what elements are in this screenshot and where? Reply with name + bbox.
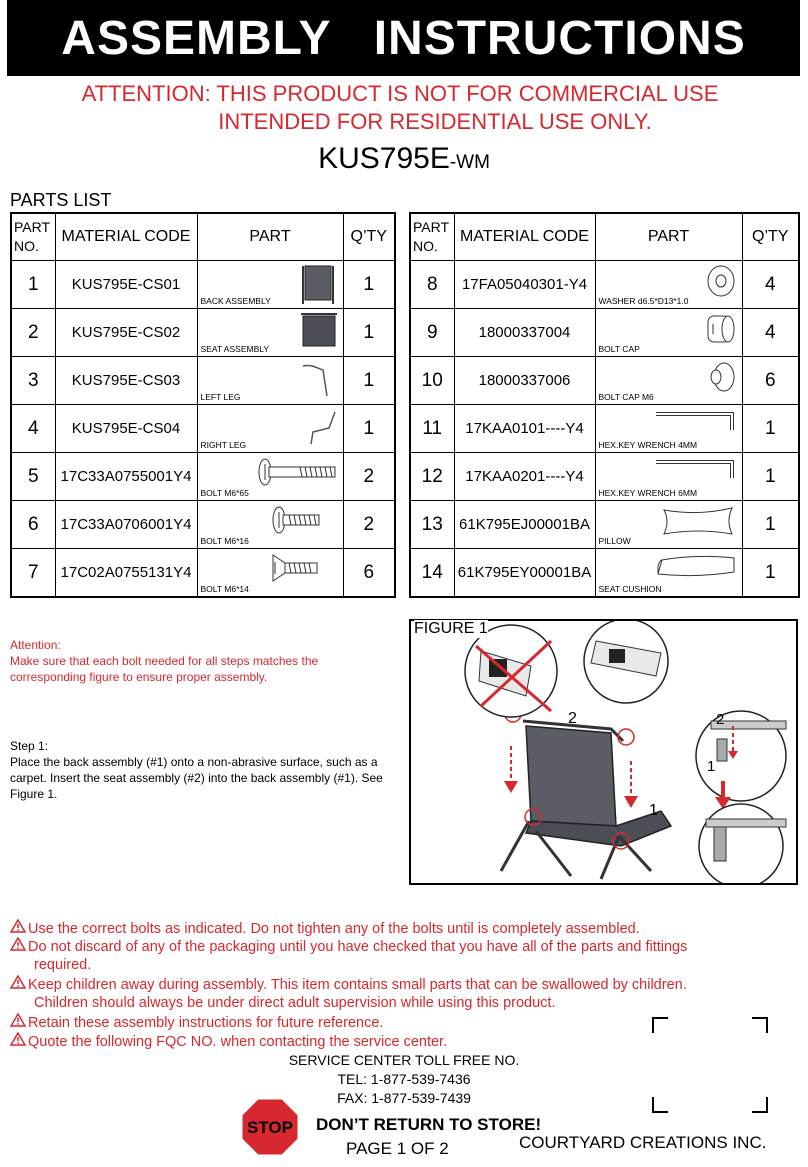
material-code: KUS795E-CS02 xyxy=(55,309,197,357)
part-number: 8 xyxy=(410,261,454,309)
fqc-box-corner xyxy=(652,1017,668,1033)
table-row xyxy=(11,309,395,357)
table-row xyxy=(11,357,395,405)
warning-text-continued: required. xyxy=(34,957,92,973)
col-qty: Q’TY xyxy=(742,213,799,261)
callout-1: 1 xyxy=(649,802,658,819)
part-quantity: 1 xyxy=(742,549,799,598)
warning-text: Retain these assembly instructions for future reference. xyxy=(28,1015,384,1031)
service-center-info xyxy=(0,1051,808,1108)
part-number: 9 xyxy=(410,309,454,357)
part-quantity: 1 xyxy=(343,405,395,453)
part-cell xyxy=(595,405,742,453)
part-name: HEX.KEY WRENCH 4MM xyxy=(598,440,698,450)
material-code: 18000337006 xyxy=(454,357,595,405)
dont-return-notice: DON’T RETURN TO STORE! xyxy=(316,1115,542,1134)
warning-triangle-icon xyxy=(10,919,28,938)
part-number: 11 xyxy=(410,405,454,453)
part-name: RIGHT LEG xyxy=(200,440,247,450)
part-cell xyxy=(197,453,343,501)
warning-item xyxy=(10,1032,447,1051)
attention-title: Attention: xyxy=(10,638,61,652)
col-part: PART xyxy=(197,213,343,261)
step1-instructions xyxy=(10,738,410,802)
step1-text: Place the back assembly (#1) onto a non-abrasive surface, such as a carpet. Insert the seat assembly (#2) into the back assembly (#1). See Figure 1. xyxy=(10,755,383,801)
figure-1-illustration xyxy=(411,621,798,885)
residential-warning-line2: INTENDED FOR RESIDENTIAL USE ONLY. xyxy=(218,109,652,134)
table-row xyxy=(11,453,395,501)
part-quantity: 1 xyxy=(742,501,799,549)
table-header-row xyxy=(410,213,799,261)
part-name: PILLOW xyxy=(598,536,631,546)
part-number: 4 xyxy=(11,405,55,453)
material-code: 17C02A0755131Y4 xyxy=(55,549,197,598)
part-cell xyxy=(595,357,742,405)
part-number: 1 xyxy=(11,261,55,309)
part-name: BOLT CAP M6 xyxy=(598,392,654,402)
table-row xyxy=(11,405,395,453)
warning-text: Keep children away during assembly. This item contains small parts that can be swallowed by children. xyxy=(28,977,687,993)
material-code: 18000337004 xyxy=(454,309,595,357)
table-row xyxy=(410,453,799,501)
model-suffix: -WM xyxy=(449,152,490,173)
warning-triangle-icon xyxy=(10,937,28,956)
warning-triangle-icon xyxy=(10,1032,28,1051)
table-row xyxy=(410,261,799,309)
fqc-box-corner xyxy=(752,1017,768,1033)
part-quantity: 6 xyxy=(742,357,799,405)
warning-triangle-icon xyxy=(10,975,28,994)
part-number: 3 xyxy=(11,357,55,405)
part-quantity: 4 xyxy=(742,309,799,357)
col-qty: Q’TY xyxy=(343,213,395,261)
col-part-no: PART NO. xyxy=(11,213,55,261)
part-quantity: 6 xyxy=(343,549,395,598)
part-quantity: 1 xyxy=(343,357,395,405)
part-quantity: 4 xyxy=(742,261,799,309)
residential-warning-line1: ATTENTION: THIS PRODUCT IS NOT FOR COMMERCIAL USE xyxy=(81,81,719,106)
part-quantity: 1 xyxy=(343,261,395,309)
part-name: BOLT M6*14 xyxy=(200,584,249,594)
attention-note xyxy=(10,637,390,685)
table-row xyxy=(11,261,395,309)
part-name: HEX.KEY WRENCH 6MM xyxy=(598,488,698,498)
table-row xyxy=(410,549,799,598)
material-code: 17FA05040301-Y4 xyxy=(454,261,595,309)
part-quantity: 1 xyxy=(343,309,395,357)
parts-table-left xyxy=(10,212,396,598)
col-part-no: PART NO. xyxy=(410,213,454,261)
part-quantity: 2 xyxy=(343,501,395,549)
material-code: 17C33A0755001Y4 xyxy=(55,453,197,501)
part-cell xyxy=(595,453,742,501)
part-name: BACK ASSEMBLY xyxy=(200,296,271,306)
warning-text: Use the correct bolts as indicated. Do not tighten any of the bolts until is completely assembled. xyxy=(28,921,640,937)
part-cell xyxy=(595,309,742,357)
service-tel: TEL: 1-877-539-7436 xyxy=(337,1071,471,1087)
stop-text: STOP xyxy=(247,1118,293,1137)
part-cell xyxy=(595,501,742,549)
part-number: 13 xyxy=(410,501,454,549)
table-row xyxy=(410,357,799,405)
material-code: KUS795E-CS03 xyxy=(55,357,197,405)
table-header-row xyxy=(11,213,395,261)
material-code: 17KAA0201----Y4 xyxy=(454,453,595,501)
page-title: ASSEMBLY INSTRUCTIONS xyxy=(61,11,746,65)
warning-text-continued: Children should always be under direct adult supervision while using this product. xyxy=(34,995,556,1011)
part-name: LEFT LEG xyxy=(200,392,241,402)
part-quantity: 1 xyxy=(742,405,799,453)
part-number: 7 xyxy=(11,549,55,598)
model-code: KUS795E xyxy=(318,142,450,175)
table-row xyxy=(410,309,799,357)
attention-text: Make sure that each bolt needed for all steps matches the corresponding figure to ensure proper assembly. xyxy=(10,654,319,684)
service-center-title: SERVICE CENTER TOLL FREE NO. xyxy=(288,1052,520,1068)
part-cell xyxy=(197,357,343,405)
figure-1 xyxy=(409,619,798,885)
col-material-code: MATERIAL CODE xyxy=(454,213,595,261)
part-name: BOLT CAP xyxy=(598,344,640,354)
figure-1-label: FIGURE 1 xyxy=(414,620,488,637)
material-code: 17KAA0101----Y4 xyxy=(454,405,595,453)
part-name: SEAT ASSEMBLY xyxy=(200,344,270,354)
col-material-code: MATERIAL CODE xyxy=(55,213,197,261)
table-row xyxy=(11,501,395,549)
part-quantity: 1 xyxy=(742,453,799,501)
part-number: 12 xyxy=(410,453,454,501)
model-number xyxy=(0,142,808,176)
part-number: 2 xyxy=(11,309,55,357)
part-quantity: 2 xyxy=(343,453,395,501)
part-number: 10 xyxy=(410,357,454,405)
part-name: BOLT M6*16 xyxy=(200,536,249,546)
service-fax: FAX: 1-877-539-7439 xyxy=(337,1090,471,1106)
warning-text: Quote the following FQC NO. when contacting the service center. xyxy=(28,1034,448,1050)
part-name: SEAT CUSHION xyxy=(598,584,662,594)
part-name: WASHER d6.5*D13*1.0 xyxy=(598,296,689,306)
material-code: 61K795EJ00001BA xyxy=(454,501,595,549)
part-number: 5 xyxy=(11,453,55,501)
company-name: COURTYARD CREATIONS INC. xyxy=(519,1133,767,1152)
warning-item xyxy=(10,919,640,938)
callout-2-detail: 2 xyxy=(716,711,725,728)
callout-2: 2 xyxy=(568,710,577,727)
table-row xyxy=(410,405,799,453)
part-name: BOLT M6*65 xyxy=(200,488,249,498)
part-number: 6 xyxy=(11,501,55,549)
table-row xyxy=(11,549,395,598)
part-cell xyxy=(197,549,343,598)
part-cell xyxy=(197,405,343,453)
material-code: 17C33A0706001Y4 xyxy=(55,501,197,549)
table-row xyxy=(410,501,799,549)
material-code: KUS795E-CS04 xyxy=(55,405,197,453)
step1-title: Step 1: xyxy=(10,739,49,753)
stop-sign-icon xyxy=(241,1098,299,1156)
part-cell xyxy=(595,261,742,309)
warning-item xyxy=(10,975,687,1012)
col-part: PART xyxy=(595,213,742,261)
callout-1-detail: 1 xyxy=(707,758,716,775)
part-number: 14 xyxy=(410,549,454,598)
part-cell xyxy=(197,309,343,357)
material-code: KUS795E-CS01 xyxy=(55,261,197,309)
title-banner xyxy=(7,0,800,76)
warning-item xyxy=(10,937,687,974)
warning-triangle-icon xyxy=(10,1013,28,1032)
parts-list-label: PARTS LIST xyxy=(10,190,112,210)
part-cell xyxy=(197,261,343,309)
part-cell xyxy=(197,501,343,549)
warning-text: Do not discard of any of the packaging until you have checked that you have all of the parts and fittings xyxy=(28,939,688,955)
part-cell xyxy=(595,549,742,598)
parts-table-right xyxy=(409,212,800,598)
material-code: 61K795EY00001BA xyxy=(454,549,595,598)
warning-item xyxy=(10,1013,383,1032)
page-number: PAGE 1 OF 2 xyxy=(346,1139,449,1158)
